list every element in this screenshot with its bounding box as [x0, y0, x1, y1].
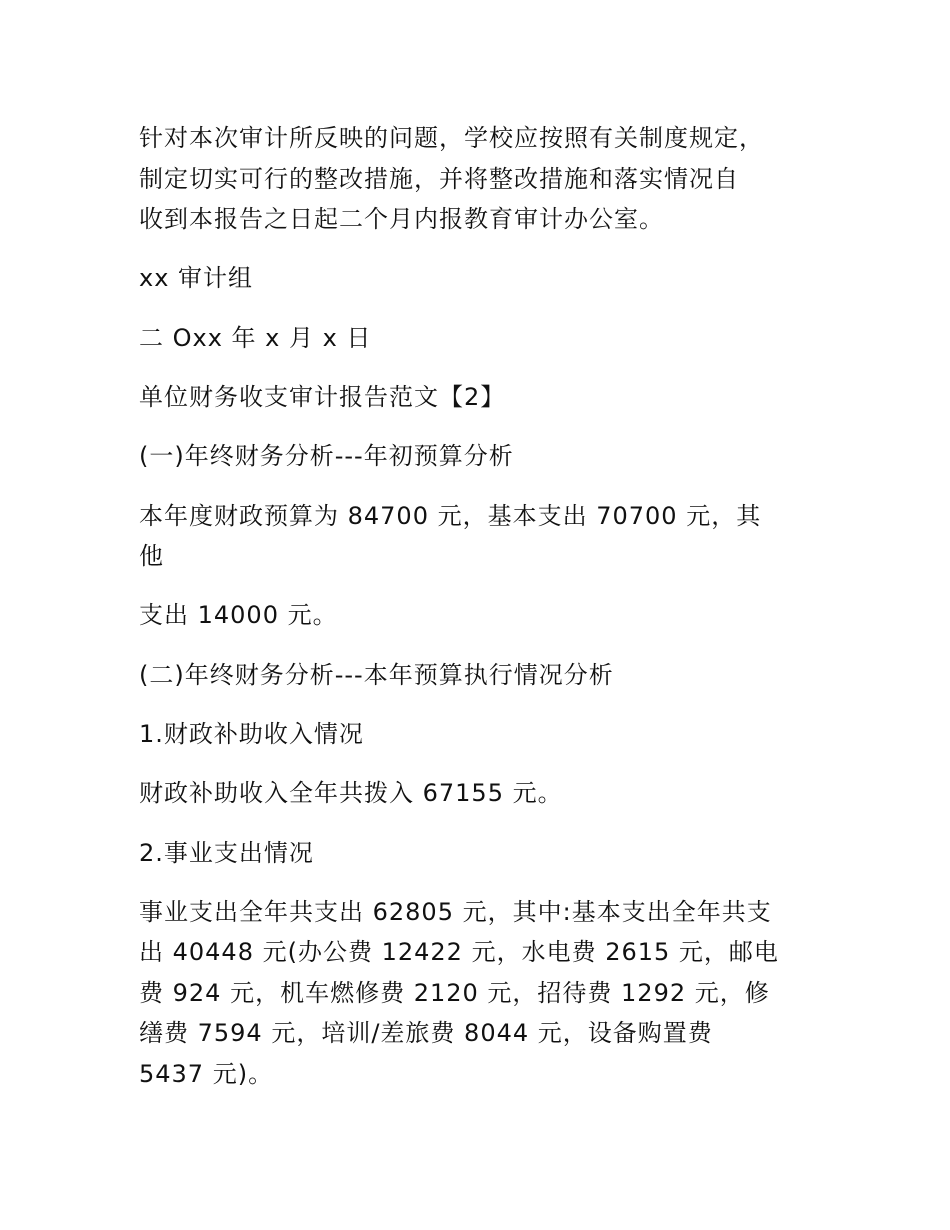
- paragraph-line: 出 40448 元(办公费 12422 元，水电费 2615 元，邮电: [139, 938, 779, 966]
- paragraph-line: 财政补助收入全年共拨入 67155 元。: [139, 779, 563, 807]
- item-heading: 2.事业支出情况: [139, 839, 314, 867]
- subsection-heading: (二)年终财务分析---本年预算执行情况分析: [139, 661, 614, 689]
- signature-org: xx 审计组: [139, 264, 254, 292]
- paragraph-line: 事业支出全年共支出 62805 元，其中:基本支出全年共支: [139, 898, 772, 926]
- paragraph-line: 本年度财政预算为 84700 元，基本支出 70700 元，其: [139, 502, 762, 530]
- paragraph-line: 支出 14000 元。: [139, 601, 338, 629]
- subsection-heading: (一)年终财务分析---年初预算分析: [139, 442, 514, 470]
- paragraph-line: 缮费 7594 元，培训/差旅费 8044 元，设备购置费: [139, 1019, 713, 1047]
- paragraph-line: 收到本报告之日起二个月内报教育审计办公室。: [139, 205, 664, 233]
- paragraph-line: 制定切实可行的整改措施，并将整改措施和落实情况自: [139, 165, 739, 193]
- paragraph-line: 5437 元)。: [139, 1060, 274, 1088]
- section-title: 单位财务收支审计报告范文【2】: [139, 383, 506, 411]
- signature-date: 二 Oxx 年 x 月 x 日: [139, 324, 372, 352]
- item-heading: 1.财政补助收入情况: [139, 720, 364, 748]
- paragraph-line: 针对本次审计所反映的问题，学校应按照有关制度规定，: [139, 124, 764, 152]
- paragraph-line: 他: [139, 542, 164, 570]
- paragraph-line: 费 924 元，机车燃修费 2120 元，招待费 1292 元，修: [139, 979, 770, 1007]
